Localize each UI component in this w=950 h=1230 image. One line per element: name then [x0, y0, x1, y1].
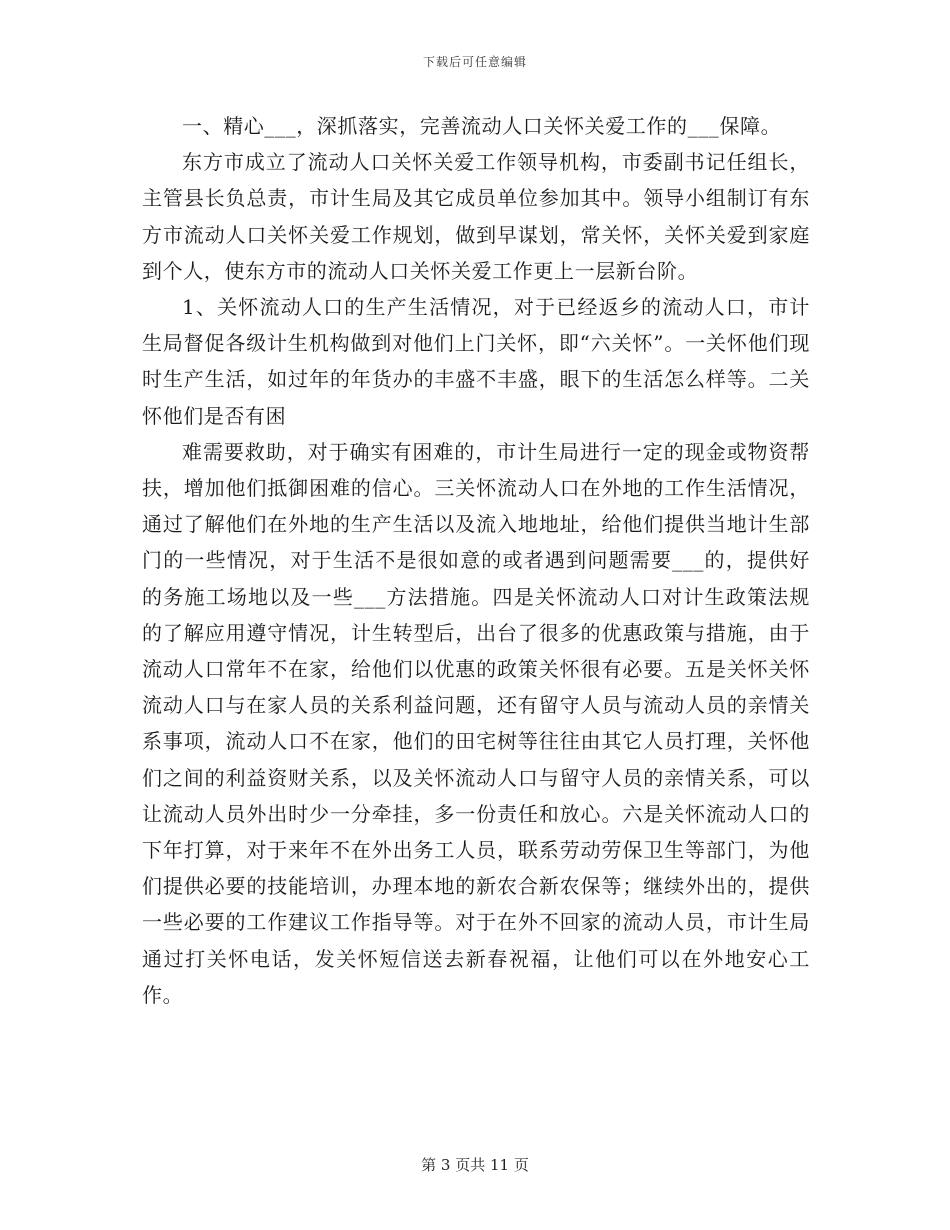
document-body [142, 108, 810, 1013]
paragraph-six-cares-detail: 难需要救助，对于确实有困难的，市计生局进行一定的现金或物资帮扶，增加他们抵御困难的信心。三关怀流动人口在外地的工作生活情况，通过了解他们在外地的生产生活以及流入地地址，给他们提供当地计生部门的一些情况，对于生活不是很如意的或者遇到问题需要___的，提供好的务施工场地以及一些___方法措施。四是关怀流动人口对计生政策法规的了解应用遵守情况，计生转型后，出台了很多的优惠政策与措施，由于流动人口常年不在家，给他们以优惠的政策关怀很有必要。五是关怀关怀流动人口与在家人员的关系利益问题，还有留守人员与流动人员的亲情关系事项，流动人口不在家，他们的田宅树等往往由其它人员打理，关怀他们之间的利益资财关系，以及关怀流动人口与留守人员的亲情关系，可以让流动人员外出时少一分牵挂，多一份责任和放心。六是关怀流动人口的下年打算，对于来年不在外出务工人员，联系劳动劳保卫生等部门，为他们提供必要的技能培训，办理本地的新农合新农保等；继续外出的，提供一些必要的工作建议工作指导等。对于在外不回家的流动人员，市计生局通过打关怀电话，发关怀短信送去新春祝福，让他们可以在外地安心工作。 [142, 439, 810, 1007]
page-header: 下载后可任意编辑 [422, 55, 527, 69]
page-footer: 第 3 页共 11 页 [421, 1156, 529, 1174]
paragraph-leadership: 东方市成立了流动人口关怀关爱工作领导机构，市委副书记任组长，主管县长负总责，市计生局及其它成员单位参加其中。领导小组制订有东方市流动人口关怀关爱工作规划，做到早谋划，常关怀，关怀关爱到家庭到个人，使东方市的流动人口关怀关爱工作更上一层新台阶。 [142, 150, 810, 283]
paragraph-section-heading: 一、精心___，深抓落实，完善流动人口关怀关爱工作的___保障。 [182, 114, 782, 138]
paragraph-six-cares-intro: 1、关怀流动人口的生产生活情况，对于已经返乡的流动人口，市计生局督促各级计生机构做到对他们上门关怀，即“六关怀”。一关怀他们现时生产生活，如过年的年货办的丰盛不丰盛，眼下的生活怎么样等。二关怀他们是否有困 [142, 295, 810, 428]
